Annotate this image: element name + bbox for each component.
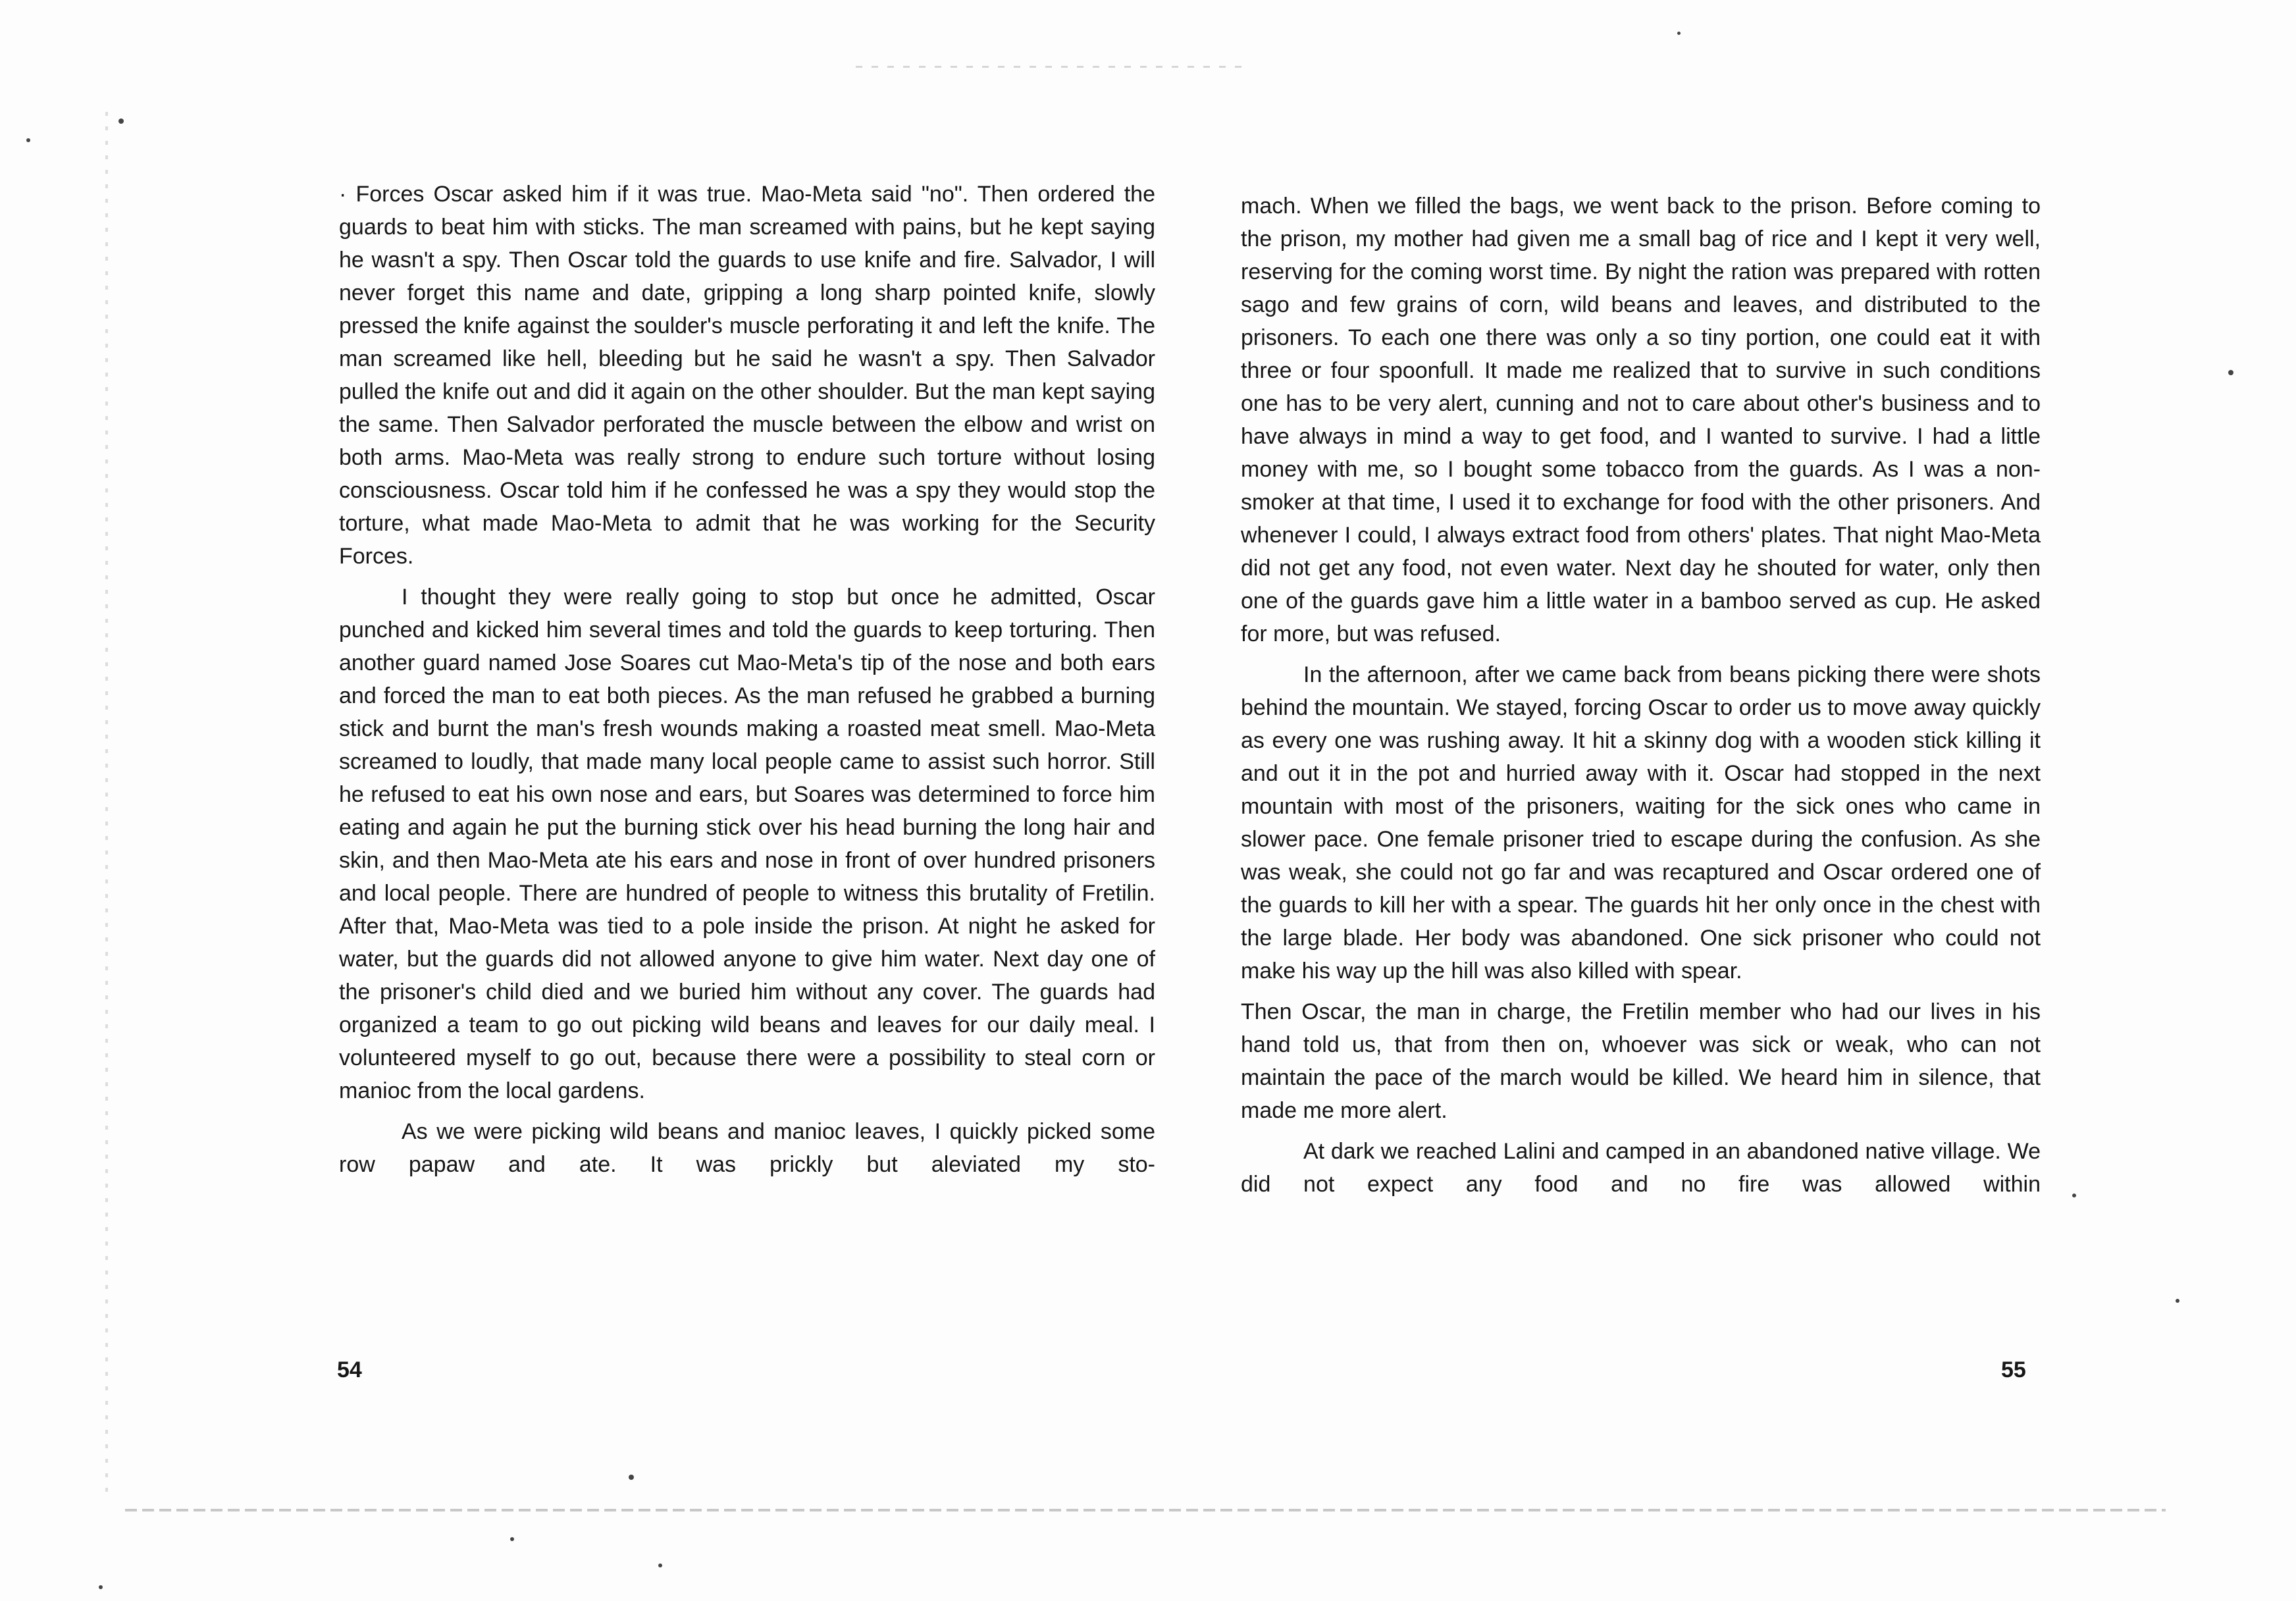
paragraph: I thought they were really going to stop but once he admitted, Oscar punched and kicked him several times and told the guards to keep torturing. Then another guard named Jose Soares cut Mao-Meta's tip of the nose and both ears and forced the man to eat both pieces. As the man refused he grabbed a burning stick and burnt the man's fresh wounds making a roasted meat smell. Mao-Meta screamed to loudly, that made many local people came to assist such horror. Still he refused to eat his own nose and ears, but Soares was determined to force him eating and again he put the burning stick over his head burning the long hair and skin, and then Mao-Meta ate his ears and nose in front of over hundred prisoners and local people. There are hundred of people to witness this brutality of Fretilin. After that, Mao-Meta was tied to a pole inside the prison. At night he asked for water, but the guards did not allowed anyone to give him water. Next day one of the prisoner's child died and we buried him without any cover. The guards had organized a team to go out picking wild beans and leaves for our daily meal. I volunteered myself to go out, because there were a possibility to steal corn or manioc from the local gardens. bbox=[339, 585, 1155, 1103]
paragraph: In the afternoon, after we came back from beans picking there were shots behind the mountain. We stayed, forcing Oscar to order us to move away quickly as every one was rushing away. It hit a skinny dog with a wooden stick killing it and out it in the pot and hurried away with it. Oscar had stopped in the next mountain with most of the prisoners, waiting for the sick ones who came in slower pace. One female prisoner tried to escape during the confusion. As she was weak, she could not go far and was recaptured and Oscar ordered one of the guards to kill her with a spear. The guards hit her only once in the chest with the large blade. Her body was abandoned. One sick prisoner who could not make his way up the hill was also killed with spear. bbox=[1241, 662, 2041, 984]
scan-speck bbox=[26, 138, 30, 142]
scan-speck bbox=[1677, 32, 1681, 35]
paragraph: Then Oscar, the man in charge, the Fretilin member who had our lives in his hand told us, that from then on, whoever was sick or weak, who can not maintain the pace of the march would be killed. We heard him in silence, that made me more alert. bbox=[1241, 999, 2041, 1123]
paragraph: mach. When we filled the bags, we went back to the prison. Before coming to the prison, my mother had given me a small bag of rice and I kept it very well, reserving for the coming worst time. By night the ration was prepared with rotten sago and few grains of corn, wild beans and leaves, and distributed to the prisoners. To each one there was only a so tiny portion, one could eat it with three or four spoonfull. It made me realized that to survive in such conditions one has to be very alert, cunning and not to care about other's business and to have always in mind a way to get food, and I wanted to survive. I had a little money with me, so I bought some tobacco from the guards. As I was a non-smoker at that time, I used it to exchange for food with the other prisoners. And whenever I could, I always extract food from others' plates. That night Mao-Meta did not get any food, not even water. Next day he shouted for water, only then one of the guards gave him a little water in a bamboo served as cup. He asked for more, but was refused. bbox=[1241, 194, 2041, 646]
left-page-text bbox=[339, 178, 1155, 1189]
scan-speck bbox=[99, 1585, 103, 1589]
paragraph: · Forces Oscar asked him if it was true. Mao-Meta said "no". Then ordered the guards to beat him with sticks. The man screamed with pains, but he kept saying he wasn't a spy. Then Oscar told the guards to use knife and fire. Salvador, I will never forget this name and date, gripping a long sharp pointed knife, slowly pressed the knife against the soulder's muscle perforating it and left the knife. The man screamed like hell, bleeding but he said he wasn't a spy. Then Salvador pulled the knife out and did it again on the other shoulder. But the man kept saying the same. Then Salvador perforated the muscle between the elbow and wrist on both arms. Mao-Meta was really strong to endure such torture without losing consciousness. Oscar told him if he confessed he was a spy they would stop the torture, what made Mao-Meta to admit that he was working for the Security Forces. bbox=[339, 182, 1155, 569]
scan-speck bbox=[658, 1563, 662, 1567]
scan-edge-artifact bbox=[105, 112, 108, 1494]
page-number: 55 bbox=[2001, 1357, 2026, 1382]
scan-speck bbox=[2228, 370, 2233, 375]
paragraph: At dark we reached Lalini and camped in an abandoned native village. We did not expect any food and no fire was allowed within bbox=[1241, 1139, 2041, 1197]
scan-speck bbox=[510, 1537, 514, 1541]
scan-top-artifact bbox=[856, 66, 1251, 68]
page-number: 54 bbox=[337, 1357, 362, 1382]
scan-speck bbox=[2072, 1194, 2076, 1197]
scan-speck bbox=[629, 1475, 634, 1480]
scan-speck bbox=[2176, 1299, 2179, 1303]
paragraph: As we were picking wild beans and manioc leaves, I quickly picked some row papaw and ate. It was prickly but aleviated my sto- bbox=[339, 1119, 1155, 1177]
scan-speck bbox=[118, 118, 124, 124]
right-page-text bbox=[1241, 190, 2041, 1209]
scan-bottom-artifact bbox=[125, 1509, 2166, 1511]
